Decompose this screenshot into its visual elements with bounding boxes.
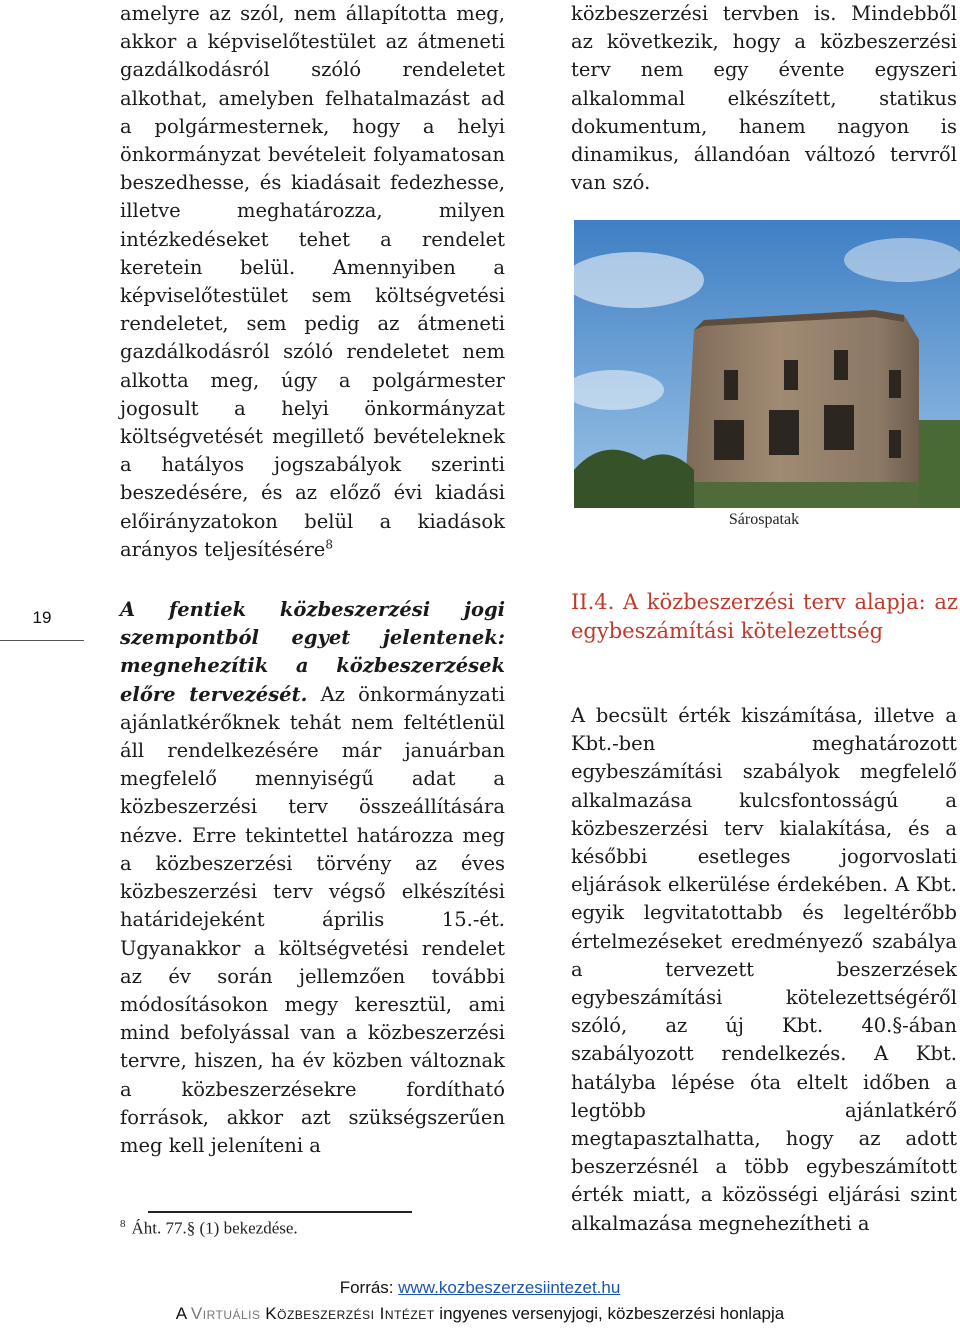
page-number: 19 <box>32 608 52 627</box>
left-column <box>120 0 505 1160</box>
footer-source-link[interactable]: www.kozbeszerzesiintezet.hu <box>398 1278 621 1297</box>
footer-tagline-virtualis: Virtuális <box>190 1304 261 1323</box>
right-column-top <box>571 0 957 197</box>
footer-tagline-a: A <box>175 1304 191 1323</box>
footnote <box>120 1218 298 1239</box>
footer-source-label: Forrás: <box>339 1278 399 1297</box>
left-paragraph-1-text: amelyre az szól, nem állapította meg, akkor a képviselőtestület az átmeneti gazdálkodásról szóló rendeletet alkothat, amelyben felhatalmazást ad a polgármesternek, hogy a helyi önkormányzat bevételeit folyamatosan beszedhesse, és kiadásait fedezhesse, illetve meghatározza, milyen intézkedéseket tehet a rendelet keretein belül. Amennyiben a képviselőtestület sem költségvetési rendeletet, sem pedig az átmeneti gazdálkodásról szóló rendeletet nem alkotta meg, úgy a polgármester jogosult a helyi önkormányzat költségvetését megillető bevételeknek a hatályos jogszabályok szerinti beszedésére, és az előző évi kiadási előirányzatokon belül a kiadások arányos teljesítésére <box>120 2 505 561</box>
paragraph-spacer <box>120 564 505 596</box>
footnote-rule <box>148 1211 412 1213</box>
footnote-text: Áht. 77.§ (1) bekezdése. <box>131 1218 298 1238</box>
left-paragraph-1 <box>120 0 505 564</box>
section-heading: II.4. A közbeszerzési terv alapja: az egybeszámítási kötelezettség <box>571 590 958 643</box>
footer-tagline-institute: Közbeszerzési Intézet <box>265 1304 435 1323</box>
right-column-body <box>571 702 957 1238</box>
page-number-rule <box>0 640 84 641</box>
footnote-mark: 8 <box>120 1218 126 1230</box>
right-paragraph-top: közbeszerzési tervben is. Mindebből az következik, hogy a közbeszerzési terv nem egy évente egyszeri alkalommal elkészített, statikus dokumentum, hanem nagyon is dinamikus, állandóan változó tervről van szó. <box>571 2 957 195</box>
footnote-reference[interactable]: 8 <box>325 537 333 552</box>
emphasis-statement: A fentiek közbeszerzési jogi szempontból egyet jelentenek: megnehezítik a közbeszerzések előre tervezését. <box>120 598 505 706</box>
right-paragraph-body: A becsült érték kiszámítása, illetve a Kbt.-ben meghatározott egybeszámítási szabályok megfelelő alkalmazása kulcsfontosságú a közbeszerzési terv kialakítása, és a későbbi esetleges jogorvoslati eljárások elkerülése érdekében. A Kbt. egyik legvitatottabb és legeltérőbb értelmezéseket eredményező szabálya a tervezett beszerzések egybeszámítási kötelezettségéről szóló, az új Kbt. 40.§-ában szabályozott rendelkezés. A Kbt. hatályba lépése óta eltelt időben a legtöbb ajánlatkérő megtapasztalhatta, hogy az adott beszerzésnél a több egybeszámított érték miatt, a közösségi eljárási szint alkalmazása megnehezítheti a <box>571 704 957 1235</box>
footer-tagline <box>0 1304 960 1324</box>
sarospatak-castle-photo <box>574 220 960 508</box>
footer-tagline-rest: ingyenes versenyjogi, közbeszerzési honlapja <box>434 1304 785 1323</box>
left-paragraph-2 <box>120 596 505 1160</box>
footer-source <box>0 1278 960 1298</box>
left-paragraph-2-text: Az önkormányzati ajánlatkérőknek tehát nem feltétlenül áll rendelkezésére már januárban megfelelő mennyiségű adat a közbeszerzési terv összeállítására nézve. Erre tekintettel határozza meg a közbeszerzési törvény az éves közbeszerzési terv végső elkészítési határidejeként április 15.-ét. Ugyanakkor a költségvetési rendelet az év során jellemzően további módosításokon megy keresztül, ami mind befolyással van a közbeszerzési tervre, hiszen, ha év közben változnak a közbeszerzésekre fordítható források, akkor azt szükségszerűen meg kell jeleníteni a <box>120 682 506 1157</box>
photo-caption: Sárospatak <box>728 511 800 528</box>
